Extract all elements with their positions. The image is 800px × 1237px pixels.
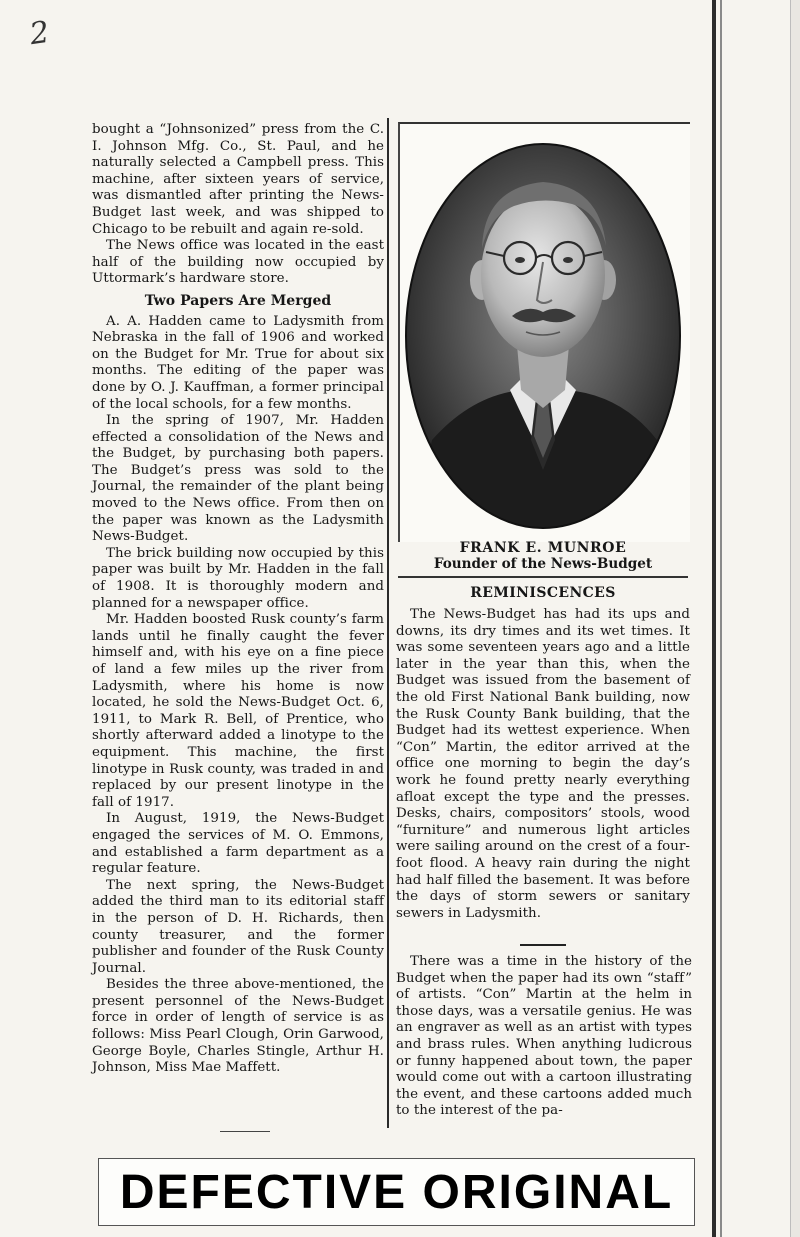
section-heading: REMINISCENCES [470, 585, 616, 601]
separator-rule [520, 944, 566, 946]
scan-edge [712, 0, 716, 1237]
left-column [92, 122, 384, 1077]
stamp-text: DEFECTIVE ORIGINAL [119, 1165, 674, 1219]
article-paragraph: In the spring of 1907, Mr. Hadden effected a consolidation of the News and the Budget, by purchasing both papers. The Budget’s press was sold to the Journal, the remainder of the plant being moved to the News office. From then on the paper was known as the Ladysmith News-Budget. [92, 413, 384, 545]
article-paragraph: In August, 1919, the News-Budget engaged the services of M. O. Emmons, and established a farm department as a regular feature. [92, 811, 384, 877]
article-paragraph: A. A. Hadden came to Ladysmith from Nebraska in the fall of 1906 and worked on the Budget for Mr. True for about six months. The editing of the paper was done by O. J. Kauffman, a former principal of the local schools, for a few months. [92, 313, 384, 412]
article-paragraph: The News office was located in the east half of the building now occupied by Uttormark’s hardware store. [92, 238, 384, 287]
article-paragraph: Besides the three above-mentioned, the present personnel of the News-Budget force in order of length of service is as follows: Miss Pearl Clough, Orin Garwood, George Boyle, Charles Stingle, Arthur H. Johnson, Miss Mae Maffett. [92, 977, 384, 1076]
caption-role: Founder of the News-Budget [433, 556, 653, 572]
right-column-top [396, 607, 690, 922]
subhead: Two Papers Are Merged [144, 292, 332, 309]
end-rule [220, 1131, 270, 1132]
column-rule [387, 118, 389, 1128]
photo-caption [398, 540, 688, 572]
defective-original-stamp [98, 1158, 695, 1226]
article-paragraph: The brick building now occupied by this paper was built by Mr. Hadden in the fall of 1908. It is thoroughly modern and planned for a newspaper office. [92, 545, 384, 611]
scan-edge-secondary [720, 0, 722, 1237]
right-column-bottom [396, 954, 692, 1120]
portrait-photo [402, 140, 684, 532]
article-paragraph: Mr. Hadden boosted Rusk county’s farm lands until he finally caught the fever himself and, with his eye on a fine piece of land a few miles up the river from Ladysmith, where his home is now located, he sold the News-Budget Oct. 6, 1911, to Mark R. Bell, of Prentice, who shortly afterward added a linotype to the equipment. This machine, the first linotype in Rusk county, was traded in and replaced by our present linotype in the fall of 1917. [92, 612, 384, 810]
article-paragraph: There was a time in the history of the Budget when the paper had its own “staff” of artists. “Con” Martin at the helm in those days, was a versatile genius. He was an engraver as well as an artist with types and brass rules. When anything ludicrous or funny happened about town, the paper would come out with a cartoon illustrating the event, and these cartoons added much to the interest of the pa- [396, 954, 692, 1119]
page-margin-strip [790, 0, 800, 1237]
caption-name: FRANK E. MUNROE [459, 540, 627, 556]
article-paragraph: bought a “Johnsonized” press from the C. I. Johnson Mfg. Co., St. Paul, and he naturally selected a Campbell press. This machine, after sixteen years of service, was dismantled after printing the News-Budget last week, and was shipped to Chicago to be rebuilt and again re-sold. [92, 122, 384, 237]
article-paragraph: The News-Budget has had its ups and downs, its dry times and its wet times. It was some seventeen years ago and a little later in the year than this, when the Budget was issued from the basement of the old First National Bank building, now the Rusk County Bank building, that the Budget had its wettest experience. When “Con” Martin, the editor arrived at the office one morning to begin the day’s work he found pretty nearly everything afloat except the type and the presses. Desks, chairs, compositors’ stools, wood “furniture” and numerous light articles were sailing around on the crest of a four-foot flood. A heavy rain during the night had half filled the basement. It was before the days of storm sewers or sanitary sewers in Ladysmith. [396, 607, 690, 921]
article-paragraph: The next spring, the News-Budget added the third man to its editorial staff in the person of D. H. Richards, then county treasurer, and the former publisher and founder of the Rusk County Journal. [92, 877, 384, 976]
page-number: 2 [27, 14, 52, 53]
caption-rule [398, 576, 688, 578]
